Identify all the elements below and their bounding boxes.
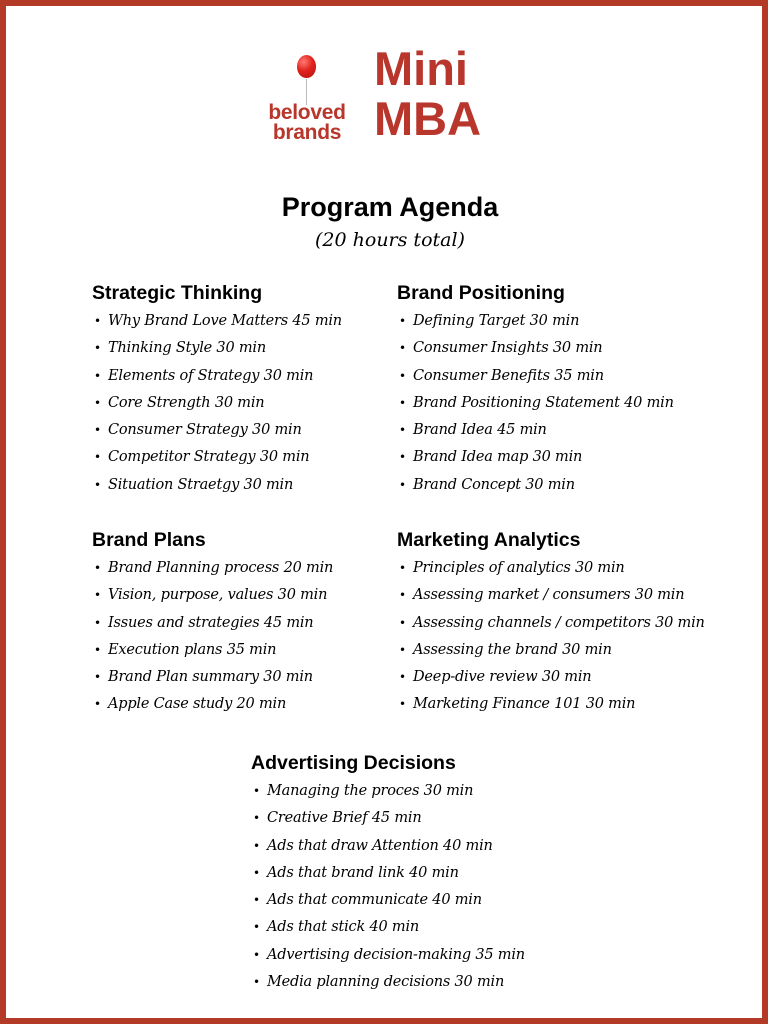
item-text: Brand Planning process 20 min	[108, 560, 334, 576]
balloon-body	[297, 55, 316, 78]
list-item	[251, 778, 525, 805]
list-item	[397, 363, 674, 390]
bullet-icon: •	[399, 697, 406, 712]
list-item	[92, 444, 342, 471]
list-item	[251, 887, 525, 914]
item-text: Situation Straetgy 30 min	[108, 476, 294, 493]
item-text: Ads that brand link 40 min	[267, 864, 459, 881]
section-brand-plans	[92, 528, 333, 719]
item-text: Why Brand Love Matters 45 min	[108, 313, 342, 329]
item-text: Marketing Finance 101 30 min	[413, 696, 636, 713]
agenda-list	[251, 778, 525, 996]
bullet-icon: •	[94, 697, 101, 712]
list-item	[92, 417, 342, 444]
bullet-icon: •	[94, 588, 101, 603]
item-text: Assessing channels / competitors 30 min	[413, 614, 705, 631]
bullet-icon: •	[94, 450, 101, 465]
item-text: Assessing market / consumers 30 min	[413, 587, 685, 604]
bullet-icon: •	[399, 423, 406, 438]
list-item	[251, 969, 525, 996]
item-text: Consumer Insights 30 min	[413, 340, 603, 357]
list-item	[92, 308, 342, 335]
list-item	[92, 363, 342, 390]
bullet-icon: •	[399, 314, 406, 328]
bullet-icon: •	[253, 975, 260, 990]
bullet-icon: •	[253, 811, 260, 826]
bullet-icon: •	[399, 588, 406, 603]
list-item	[397, 610, 705, 637]
bullet-icon: •	[94, 395, 101, 410]
list-item	[397, 308, 674, 335]
agenda-list	[397, 555, 705, 719]
list-item	[92, 335, 342, 362]
bullet-icon: •	[399, 615, 406, 630]
bullet-icon: •	[94, 423, 101, 438]
section-title: Advertising Decisions	[251, 752, 456, 774]
bullet-icon: •	[253, 865, 260, 880]
list-item	[251, 860, 525, 887]
item-text: Defining Target 30 min	[413, 313, 580, 329]
list-item	[92, 637, 333, 664]
page-subtitle: (20 hours total)	[315, 229, 465, 251]
item-text: Assessing the brand 30 min	[413, 641, 612, 658]
bullet-icon: •	[94, 615, 101, 630]
bullet-icon: •	[399, 477, 406, 492]
list-item	[92, 691, 333, 718]
agenda-list	[92, 555, 333, 719]
item-text: Principles of analytics 30 min	[413, 560, 625, 576]
list-item	[397, 664, 705, 691]
list-item	[397, 417, 674, 444]
bullet-icon: •	[253, 920, 260, 935]
bullet-icon: •	[399, 341, 406, 356]
item-text: Core Strength 30 min	[108, 394, 265, 411]
list-item	[92, 582, 333, 609]
bullet-icon: •	[94, 368, 101, 383]
bullet-icon: •	[94, 670, 101, 685]
list-item	[397, 390, 674, 417]
item-text: Thinking Style 30 min	[108, 340, 267, 357]
bullet-icon: •	[399, 642, 406, 657]
item-text: Execution plans 35 min	[108, 641, 277, 658]
item-text: Brand Concept 30 min	[413, 476, 575, 493]
bullet-icon: •	[253, 838, 260, 853]
list-item	[397, 637, 705, 664]
brand-line-1: beloved	[268, 101, 346, 124]
bullet-icon: •	[399, 368, 406, 383]
bullet-icon: •	[399, 670, 406, 685]
bullet-icon: •	[399, 561, 406, 575]
item-text: Creative Brief 45 min	[267, 810, 422, 827]
product-line-1: Mini	[374, 42, 468, 95]
item-text: Competitor Strategy 30 min	[108, 449, 310, 466]
item-text: Consumer Strategy 30 min	[108, 422, 302, 439]
list-item	[397, 472, 674, 499]
section-title: Brand Positioning	[397, 282, 565, 304]
list-item	[251, 805, 525, 832]
bullet-icon: •	[399, 450, 406, 465]
list-item	[92, 610, 333, 637]
section-title: Strategic Thinking	[92, 282, 263, 304]
agenda-list	[92, 308, 342, 499]
list-item	[397, 691, 705, 718]
item-text: Ads that draw Attention 40 min	[267, 837, 493, 854]
section-marketing-analytics	[397, 528, 705, 719]
item-text: Managing the proces 30 min	[267, 783, 474, 799]
item-text: Media planning decisions 30 min	[267, 974, 505, 991]
item-text: Ads that communicate 40 min	[267, 892, 482, 909]
list-item	[92, 664, 333, 691]
item-text: Apple Case study 20 min	[108, 696, 287, 713]
list-item	[397, 444, 674, 471]
bullet-icon: •	[399, 395, 406, 410]
page-title: Program Agenda	[281, 192, 499, 222]
item-text: Consumer Benefits 35 min	[413, 367, 604, 384]
item-text: Brand Idea 45 min	[413, 422, 547, 439]
item-text: Brand Idea map 30 min	[413, 449, 583, 466]
item-text: Brand Plan summary 30 min	[108, 669, 313, 686]
agenda-list	[397, 308, 674, 499]
item-text: Vision, purpose, values 30 min	[108, 587, 328, 604]
section-strategic-thinking	[92, 281, 342, 499]
list-item	[251, 914, 525, 941]
list-item	[251, 833, 525, 860]
list-item	[397, 335, 674, 362]
list-item	[92, 555, 333, 582]
bullet-icon: •	[253, 947, 260, 962]
beloved-brands-logo	[262, 103, 352, 143]
bullet-icon: •	[94, 477, 101, 492]
section-advertising-decisions	[251, 751, 525, 996]
mini-mba-logo	[374, 44, 481, 144]
list-item	[92, 472, 342, 499]
section-title: Brand Plans	[92, 529, 206, 551]
item-text: Elements of Strategy 30 min	[108, 367, 314, 384]
item-text: Ads that stick 40 min	[267, 919, 420, 936]
product-line-2: MBA	[374, 92, 482, 145]
bullet-icon: •	[94, 314, 101, 328]
item-text: Deep-dive review 30 min	[413, 669, 592, 686]
bullet-icon: •	[253, 893, 260, 908]
bullet-icon: •	[94, 561, 101, 575]
list-item	[251, 942, 525, 969]
list-item	[397, 555, 705, 582]
item-text: Advertising decision-making 35 min	[267, 946, 525, 963]
bullet-icon: •	[94, 341, 101, 356]
item-text: Issues and strategies 45 min	[108, 614, 314, 631]
section-brand-positioning	[397, 281, 674, 499]
balloon-icon	[297, 55, 316, 79]
list-item	[397, 582, 705, 609]
list-item	[92, 390, 342, 417]
brand-line-2: brands	[272, 121, 342, 144]
bullet-icon: •	[94, 642, 101, 657]
item-text: Brand Positioning Statement 40 min	[413, 394, 674, 411]
section-title: Marketing Analytics	[397, 529, 581, 551]
bullet-icon: •	[253, 784, 260, 798]
